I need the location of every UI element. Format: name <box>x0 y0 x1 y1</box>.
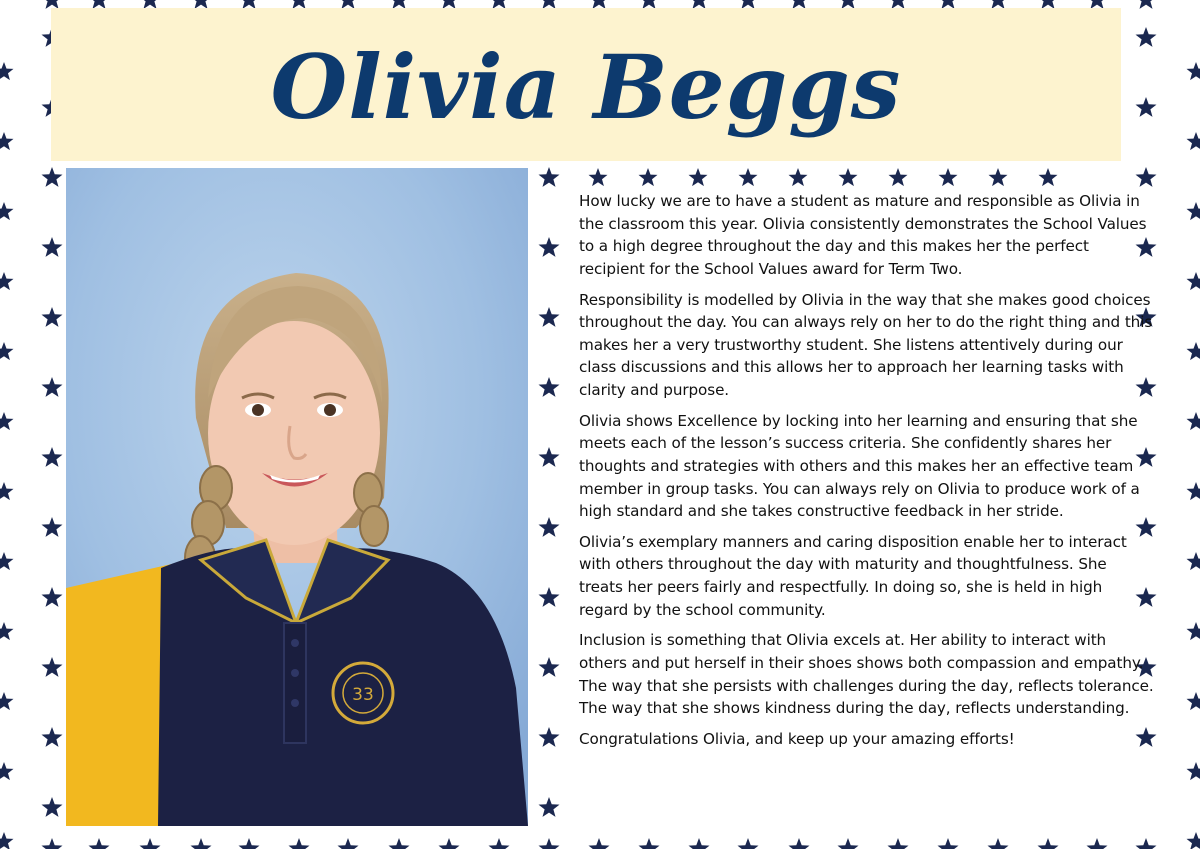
star-icon <box>42 727 63 747</box>
star-icon <box>0 132 14 150</box>
star-icon <box>0 832 14 849</box>
star-icon <box>589 168 608 186</box>
star-icon <box>1136 838 1157 849</box>
star-icon <box>1136 0 1157 9</box>
award-text <box>579 190 1154 759</box>
star-icon <box>42 587 63 607</box>
star-icon <box>539 447 560 467</box>
star-icon <box>539 587 560 607</box>
star-icon <box>42 237 63 257</box>
star-icon <box>389 838 410 849</box>
star-icon <box>889 168 908 186</box>
star-icon <box>42 838 63 849</box>
star-icon <box>0 412 14 430</box>
star-icon <box>1187 132 1200 150</box>
star-icon <box>0 202 14 220</box>
star-icon <box>1087 838 1108 849</box>
award-paragraph: Responsibility is modelled by Olivia in the way that she makes good choices throughout the day. You can always rely on her to do the right thing and this makes her a very trustworthy student. She listens attentively during our class discussions and this allows her to approach her learning tasks with clarity and purpose. <box>579 290 1153 399</box>
star-icon <box>539 517 560 537</box>
star-icon <box>838 838 859 849</box>
award-paragraph: How lucky we are to have a student as mature and responsible as Olivia in the classroom this year. Olivia consistently demonstrates the School Values to a high degree throughout the day and this makes her the perfect recipient for the School Values award for Term Two. <box>579 192 1147 278</box>
star-icon <box>689 168 708 186</box>
star-icon <box>289 838 310 849</box>
student-name-title: Olivia Beggs <box>270 34 902 139</box>
star-icon <box>539 727 560 747</box>
star-icon <box>42 797 63 817</box>
star-icon <box>1187 62 1200 80</box>
star-icon <box>1187 692 1200 710</box>
star-icon <box>42 447 63 467</box>
star-icon <box>0 272 14 290</box>
star-icon <box>539 797 560 817</box>
star-icon <box>539 167 560 187</box>
star-icon <box>0 62 14 80</box>
star-icon <box>1187 412 1200 430</box>
star-icon <box>789 168 808 186</box>
star-icon <box>0 622 14 640</box>
star-icon <box>1187 622 1200 640</box>
star-icon <box>1038 838 1059 849</box>
star-icon <box>589 838 610 849</box>
star-icon <box>1039 168 1058 186</box>
star-icon <box>89 838 110 849</box>
award-paragraph: Olivia shows Excellence by locking into her learning and ensuring that she meets each of the lesson’s success criteria. She confidently shares her thoughts and strategies with others and this makes her an effective team member in group tasks. You can always rely on Olivia to produce work of a high standard and she takes constructive feedback in her stride. <box>579 411 1140 521</box>
star-icon <box>0 762 14 780</box>
star-icon <box>738 838 759 849</box>
star-icon <box>0 552 14 570</box>
star-icon <box>1187 552 1200 570</box>
star-icon <box>191 838 212 849</box>
star-icon <box>1187 482 1200 500</box>
star-icon <box>939 168 958 186</box>
award-paragraph: Congratulations Olivia, and keep up your amazing efforts! <box>579 730 1015 748</box>
star-icon <box>988 838 1009 849</box>
star-icon <box>1187 202 1200 220</box>
star-icon <box>42 307 63 327</box>
school-badge-number: 33 <box>352 685 374 705</box>
star-icon <box>539 377 560 397</box>
star-icon <box>839 168 858 186</box>
star-icon <box>489 838 510 849</box>
star-icon <box>1136 167 1157 187</box>
star-icon <box>42 167 63 187</box>
star-icon <box>1136 27 1157 47</box>
star-icon <box>1187 832 1200 849</box>
star-icon <box>1136 97 1157 117</box>
star-icon <box>639 838 660 849</box>
star-icon <box>739 168 758 186</box>
star-icon <box>639 168 658 186</box>
star-icon <box>439 838 460 849</box>
star-icon <box>539 838 560 849</box>
star-icon <box>140 838 161 849</box>
star-icon <box>689 838 710 849</box>
star-icon <box>539 237 560 257</box>
star-icon <box>338 838 359 849</box>
star-icon <box>539 307 560 327</box>
star-icon <box>239 838 260 849</box>
award-paragraph: Inclusion is something that Olivia excels at. Her ability to interact with others and put herself in their shoes shows both compassion and empathy. The way that she persists with challenges during the day, reflects tolerance. The way that she shows kindness during the day, reflects understanding. <box>579 631 1154 718</box>
star-icon <box>42 657 63 677</box>
star-icon <box>0 342 14 360</box>
star-icon <box>1187 272 1200 290</box>
name-banner <box>51 8 1121 161</box>
student-portrait-photo <box>66 168 528 826</box>
star-icon <box>0 692 14 710</box>
star-icon <box>1187 342 1200 360</box>
award-paragraph: Olivia’s exemplary manners and caring disposition enable her to interact with others throughout the day with maturity and thoughtfulness. She treats her peers fairly and respectfully. In doing so, she is held in high regard by the school community. <box>579 532 1127 619</box>
star-icon <box>42 377 63 397</box>
star-icon <box>989 168 1008 186</box>
star-icon <box>0 482 14 500</box>
star-icon <box>888 838 909 849</box>
star-icon <box>539 657 560 677</box>
star-icon <box>42 517 63 537</box>
star-icon <box>938 838 959 849</box>
star-icon <box>1187 762 1200 780</box>
star-icon <box>789 838 810 849</box>
